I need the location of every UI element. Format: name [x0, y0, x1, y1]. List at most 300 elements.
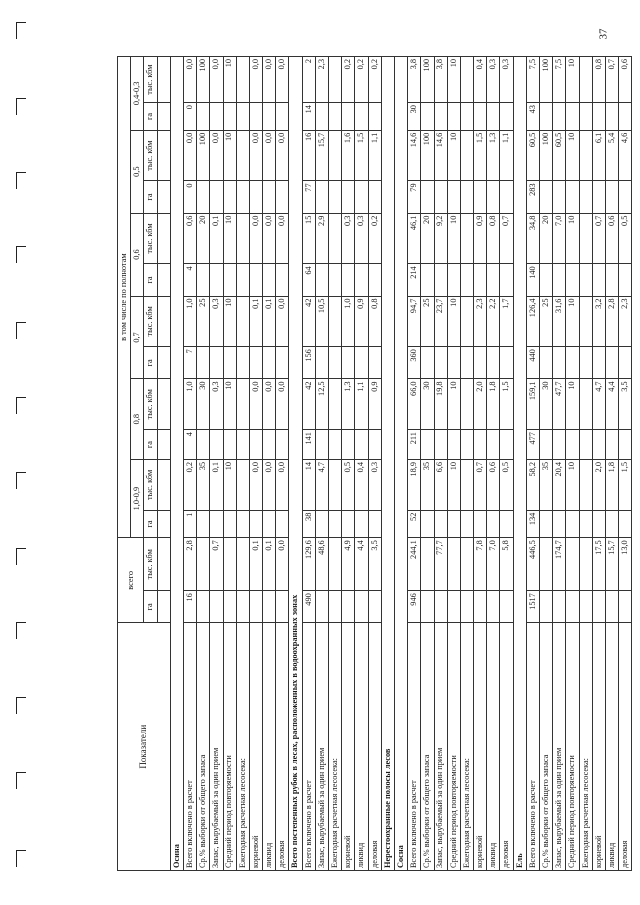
- table-cell: [236, 538, 249, 591]
- table-cell: [223, 264, 236, 296]
- unit-ha-header: га: [144, 591, 157, 623]
- table-cell: [210, 264, 223, 296]
- table-cell: 1,5: [500, 379, 513, 430]
- table-cell: [500, 510, 513, 538]
- table-body: [170, 57, 632, 871]
- table-cell: [421, 430, 434, 460]
- table-cell: 20: [197, 213, 210, 264]
- table-cell: 0,0: [276, 213, 289, 264]
- table-cell: [579, 213, 592, 264]
- table-cell: 3,8: [408, 57, 421, 103]
- row-label: Запас, вырубаемый за один прием: [553, 623, 566, 871]
- table-cell: 30: [540, 379, 553, 430]
- table-cell: [553, 181, 566, 213]
- table-cell: [605, 103, 618, 131]
- table-cell: 10: [447, 130, 460, 181]
- table-cell: [236, 460, 249, 511]
- table-cell: 211: [408, 430, 421, 460]
- table-cell: 9,2: [434, 213, 447, 264]
- table-cell: 7,5: [553, 57, 566, 103]
- table-cell: 3,8: [434, 57, 447, 103]
- table-cell: [236, 379, 249, 430]
- density-header: 0,4-0,3: [131, 57, 144, 131]
- table-cell: 10: [566, 296, 579, 347]
- table-cell: [553, 103, 566, 131]
- table-cell: [500, 347, 513, 379]
- row-label: Всего включено в расчет: [183, 623, 196, 871]
- table-cell: [447, 181, 460, 213]
- table-cell: 19,8: [434, 379, 447, 430]
- table-cell: [487, 430, 500, 460]
- table-cell: [342, 430, 355, 460]
- table-cell: 0: [183, 181, 196, 213]
- table-cell: [592, 510, 605, 538]
- table-cell: 0,3: [368, 460, 381, 511]
- table-cell: 20,4: [553, 460, 566, 511]
- table-cell: 477: [526, 430, 539, 460]
- table-cell: 47,7: [553, 379, 566, 430]
- row-label: Запас, вырубаемый за один прием: [210, 623, 223, 871]
- table-cell: 18,9: [408, 460, 421, 511]
- row-label: Средний период повторяемости: [566, 623, 579, 871]
- table-cell: 0,3: [342, 213, 355, 264]
- table-cell: 10: [447, 213, 460, 264]
- table-cell: [500, 264, 513, 296]
- table-cell: 4,7: [592, 379, 605, 430]
- row-label: Всего включено в расчет: [526, 623, 539, 871]
- table-cell: [315, 347, 328, 379]
- table-cell: 34,8: [526, 213, 539, 264]
- table-cell: 0,2: [183, 460, 196, 511]
- table-cell: 0,0: [249, 379, 262, 430]
- table-cell: [579, 538, 592, 591]
- table-cell: 66,0: [408, 379, 421, 430]
- row-label: Ежегодная расчетная лесосека:: [236, 623, 249, 871]
- density-header: 0,6: [131, 213, 144, 296]
- table-row: [579, 57, 592, 871]
- table-cell: 946: [408, 591, 421, 623]
- row-label: ликвид: [355, 623, 368, 871]
- table-cell: [315, 264, 328, 296]
- binding-marks: [0, 0, 40, 905]
- table-cell: [355, 347, 368, 379]
- table-cell: 1,1: [500, 130, 513, 181]
- row-label: деловая: [500, 623, 513, 871]
- table-cell: [579, 347, 592, 379]
- table-cell: 16: [183, 591, 196, 623]
- table-cell: 60,5: [553, 130, 566, 181]
- table-cell: 4: [183, 430, 196, 460]
- table-cell: 6,1: [592, 130, 605, 181]
- table-cell: [579, 103, 592, 131]
- table-cell: [605, 591, 618, 623]
- table-cell: [276, 430, 289, 460]
- table-cell: 2,0: [592, 460, 605, 511]
- row-label: Ср.% выборки от общего запаса: [540, 623, 553, 871]
- table-cell: 1,3: [342, 379, 355, 430]
- table-cell: [540, 430, 553, 460]
- table-cell: [540, 264, 553, 296]
- table-cell: [500, 591, 513, 623]
- table-cell: [355, 510, 368, 538]
- row-label: деловая: [368, 623, 381, 871]
- table-cell: 17,5: [592, 538, 605, 591]
- section-row: [170, 57, 183, 871]
- table-cell: 3,2: [592, 296, 605, 347]
- table-cell: 10: [223, 57, 236, 103]
- row-label: ликвид: [487, 623, 500, 871]
- table-cell: [434, 347, 447, 379]
- table-cell: 4,6: [619, 130, 632, 181]
- unit-volume-header: тыс. кбм: [144, 57, 157, 103]
- table-cell: 0,2: [342, 57, 355, 103]
- table-cell: [566, 347, 579, 379]
- table-cell: 4: [183, 264, 196, 296]
- table-cell: 25: [540, 296, 553, 347]
- table-cell: [223, 103, 236, 131]
- table-cell: 1,0: [183, 296, 196, 347]
- table-cell: [500, 181, 513, 213]
- table-cell: 1,7: [500, 296, 513, 347]
- table-cell: 0,0: [276, 57, 289, 103]
- table-cell: 0,6: [619, 57, 632, 103]
- table-cell: [592, 347, 605, 379]
- table-cell: [342, 264, 355, 296]
- table-row: [421, 57, 434, 871]
- section-row: [394, 57, 407, 871]
- table-row: [526, 57, 539, 871]
- table-cell: 7: [183, 347, 196, 379]
- table-cell: 64: [302, 264, 315, 296]
- table-cell: 0,3: [210, 379, 223, 430]
- table-row: [210, 57, 223, 871]
- table-cell: [592, 430, 605, 460]
- table-cell: [434, 264, 447, 296]
- table-cell: [197, 181, 210, 213]
- table-cell: [592, 591, 605, 623]
- table-cell: 79: [408, 181, 421, 213]
- table-cell: [460, 57, 473, 103]
- table-cell: 14: [302, 460, 315, 511]
- table-cell: [210, 347, 223, 379]
- table-cell: 0,0: [183, 130, 196, 181]
- table-cell: [263, 103, 276, 131]
- section-row: [381, 57, 394, 871]
- table-header: [118, 57, 171, 871]
- unit-ha-header: га: [144, 181, 157, 213]
- table-cell: 0,6: [183, 213, 196, 264]
- row-label: Ежегодная расчетная лесосека:: [460, 623, 473, 871]
- table-row: [592, 57, 605, 871]
- table-row: [474, 57, 487, 871]
- table-cell: 2,3: [474, 296, 487, 347]
- table-row: [263, 57, 276, 871]
- table-cell: 283: [526, 181, 539, 213]
- table-row: [197, 57, 210, 871]
- table-cell: 7,8: [474, 538, 487, 591]
- table-cell: [421, 103, 434, 131]
- row-label: ликвид: [605, 623, 618, 871]
- table-cell: [421, 347, 434, 379]
- table-cell: 1,8: [487, 379, 500, 430]
- cutting-area-table: [117, 56, 632, 871]
- table-cell: [342, 103, 355, 131]
- table-cell: [605, 347, 618, 379]
- table-cell: 7,0: [487, 538, 500, 591]
- table-cell: [579, 379, 592, 430]
- table-cell: [540, 181, 553, 213]
- table-cell: 0,8: [368, 296, 381, 347]
- table-cell: 23,7: [434, 296, 447, 347]
- table-cell: [368, 591, 381, 623]
- table-cell: [460, 296, 473, 347]
- table-cell: [434, 430, 447, 460]
- table-cell: [223, 510, 236, 538]
- table-cell: 0,0: [276, 296, 289, 347]
- table-cell: [460, 103, 473, 131]
- table-row: [605, 57, 618, 871]
- table-row: [566, 57, 579, 871]
- table-cell: [249, 347, 262, 379]
- table-cell: [421, 181, 434, 213]
- table-row: [355, 57, 368, 871]
- table-cell: [329, 460, 342, 511]
- breakdown-header: в том числе по полнотам: [118, 57, 131, 538]
- table-cell: 35: [197, 460, 210, 511]
- table-cell: [592, 103, 605, 131]
- table-cell: [553, 430, 566, 460]
- table-cell: 4,9: [342, 538, 355, 591]
- section-row: [289, 57, 302, 871]
- table-cell: [487, 347, 500, 379]
- table-cell: 1,5: [355, 130, 368, 181]
- table-cell: 0,5: [619, 213, 632, 264]
- table-cell: [236, 296, 249, 347]
- table-cell: 100: [421, 57, 434, 103]
- row-label: корневой: [592, 623, 605, 871]
- table-cell: [276, 181, 289, 213]
- table-cell: [460, 591, 473, 623]
- table-cell: [566, 103, 579, 131]
- table-cell: 30: [421, 379, 434, 430]
- table-cell: [342, 591, 355, 623]
- table-cell: [566, 430, 579, 460]
- table-cell: 10: [223, 130, 236, 181]
- table-cell: [236, 181, 249, 213]
- table-cell: 126,4: [526, 296, 539, 347]
- table-cell: [553, 591, 566, 623]
- table-cell: 10: [566, 57, 579, 103]
- table-row: [553, 57, 566, 871]
- table-cell: 0,0: [263, 213, 276, 264]
- unit-volume-header: тыс. кбм: [144, 379, 157, 430]
- table-row: [315, 57, 328, 871]
- table-cell: 10: [447, 460, 460, 511]
- table-cell: 10: [447, 379, 460, 430]
- table-cell: [315, 103, 328, 131]
- table-cell: 100: [540, 130, 553, 181]
- table-cell: [223, 347, 236, 379]
- table-cell: 0,5: [500, 460, 513, 511]
- table-cell: [566, 538, 579, 591]
- table-cell: [355, 591, 368, 623]
- table-cell: 0,0: [276, 379, 289, 430]
- table-cell: 10: [566, 213, 579, 264]
- table-cell: [236, 430, 249, 460]
- table-cell: [342, 347, 355, 379]
- table-cell: [249, 264, 262, 296]
- table-cell: 0,0: [276, 130, 289, 181]
- table-cell: [249, 430, 262, 460]
- table-row: [500, 57, 513, 871]
- table-cell: 10: [223, 296, 236, 347]
- table-cell: 35: [540, 460, 553, 511]
- table-cell: [342, 510, 355, 538]
- table-cell: [434, 510, 447, 538]
- table-cell: 42: [302, 379, 315, 430]
- table-cell: [579, 264, 592, 296]
- table-cell: 5,4: [605, 130, 618, 181]
- table-cell: [236, 213, 249, 264]
- table-cell: 0,9: [368, 379, 381, 430]
- table-cell: [210, 591, 223, 623]
- table-cell: [315, 430, 328, 460]
- table-cell: [460, 430, 473, 460]
- unit-ha-header: га: [144, 510, 157, 538]
- table-cell: 2,3: [619, 296, 632, 347]
- table-cell: [579, 510, 592, 538]
- row-label: Запас, вырубаемый за один прием: [315, 623, 328, 871]
- table-cell: 77,7: [434, 538, 447, 591]
- table-cell: [197, 347, 210, 379]
- blank-header-cell: [157, 130, 170, 181]
- table-cell: [329, 538, 342, 591]
- table-cell: 2,0: [474, 379, 487, 430]
- table-cell: 7,0: [553, 213, 566, 264]
- page-number: 37: [597, 28, 610, 40]
- table-cell: 244,1: [408, 538, 421, 591]
- table-cell: [368, 264, 381, 296]
- table-cell: [263, 510, 276, 538]
- table-cell: 1517: [526, 591, 539, 623]
- table-cell: 2,2: [487, 296, 500, 347]
- table-cell: [619, 510, 632, 538]
- table-cell: [460, 379, 473, 430]
- table-cell: 100: [421, 130, 434, 181]
- table-cell: 0,3: [210, 296, 223, 347]
- table-cell: 0,0: [276, 538, 289, 591]
- blank-header-cell: [157, 538, 170, 591]
- table-cell: [447, 538, 460, 591]
- table-cell: [276, 264, 289, 296]
- row-label: Ср.% выборки от общего запаса: [421, 623, 434, 871]
- table-cell: 2,8: [183, 538, 196, 591]
- table-cell: 10: [447, 57, 460, 103]
- table-cell: 0,0: [249, 213, 262, 264]
- table-cell: 1,1: [368, 130, 381, 181]
- unit-volume-header: тыс. кбм: [144, 296, 157, 347]
- table-cell: 46,1: [408, 213, 421, 264]
- table-cell: 0,0: [263, 460, 276, 511]
- table-cell: 446,5: [526, 538, 539, 591]
- table-cell: [460, 538, 473, 591]
- table-cell: [447, 591, 460, 623]
- table-cell: [579, 296, 592, 347]
- table-cell: 1,3: [487, 130, 500, 181]
- row-label: Всего включено в расчет: [408, 623, 421, 871]
- table-cell: [579, 57, 592, 103]
- table-cell: [329, 130, 342, 181]
- table-cell: [605, 181, 618, 213]
- section-title: Всего постепенных рубок в лесах, расположенных в водоохранных зонах: [289, 57, 302, 871]
- table-cell: [263, 264, 276, 296]
- table-cell: [540, 103, 553, 131]
- table-cell: [223, 538, 236, 591]
- row-label: Средний период повторяемости: [223, 623, 236, 871]
- table-cell: [447, 430, 460, 460]
- table-cell: [276, 103, 289, 131]
- table-cell: 0,0: [249, 460, 262, 511]
- table-cell: [236, 510, 249, 538]
- table-cell: [447, 264, 460, 296]
- table-cell: [342, 181, 355, 213]
- table-cell: 0,0: [183, 57, 196, 103]
- table-cell: 43: [526, 103, 539, 131]
- table-cell: [605, 264, 618, 296]
- table-cell: 1,6: [342, 130, 355, 181]
- table-cell: 0,7: [592, 213, 605, 264]
- blank-header-cell: [157, 213, 170, 264]
- unit-volume-header: тыс. кбм: [144, 538, 157, 591]
- table-cell: [329, 296, 342, 347]
- table-cell: 2,9: [315, 213, 328, 264]
- unit-ha-header: га: [144, 264, 157, 296]
- table-cell: 0,7: [500, 213, 513, 264]
- table-cell: 100: [197, 57, 210, 103]
- table-cell: [329, 57, 342, 103]
- table-cell: 77: [302, 181, 315, 213]
- table-cell: 490: [302, 591, 315, 623]
- row-label: ликвид: [263, 623, 276, 871]
- table-row: [329, 57, 342, 871]
- table-cell: 0,2: [368, 213, 381, 264]
- table-row: [183, 57, 196, 871]
- table-cell: 10: [566, 379, 579, 430]
- table-cell: [223, 430, 236, 460]
- table-cell: [263, 430, 276, 460]
- table-cell: [355, 181, 368, 213]
- table-cell: 2: [302, 57, 315, 103]
- table-cell: [605, 510, 618, 538]
- table-cell: 156: [302, 347, 315, 379]
- table-cell: [553, 264, 566, 296]
- table-cell: 30: [197, 379, 210, 430]
- table-cell: 10: [223, 460, 236, 511]
- table-wrapper: [117, 56, 630, 871]
- table-cell: 440: [526, 347, 539, 379]
- blank-header-cell: [157, 379, 170, 430]
- blank-header-cell: [157, 57, 170, 103]
- table-row: [236, 57, 249, 871]
- table-cell: [263, 181, 276, 213]
- blank-header-cell: [157, 430, 170, 460]
- table-cell: 4,7: [315, 460, 328, 511]
- density-header: 0,5: [131, 130, 144, 213]
- table-cell: 35: [421, 460, 434, 511]
- table-cell: [566, 591, 579, 623]
- table-cell: [540, 510, 553, 538]
- table-cell: [605, 430, 618, 460]
